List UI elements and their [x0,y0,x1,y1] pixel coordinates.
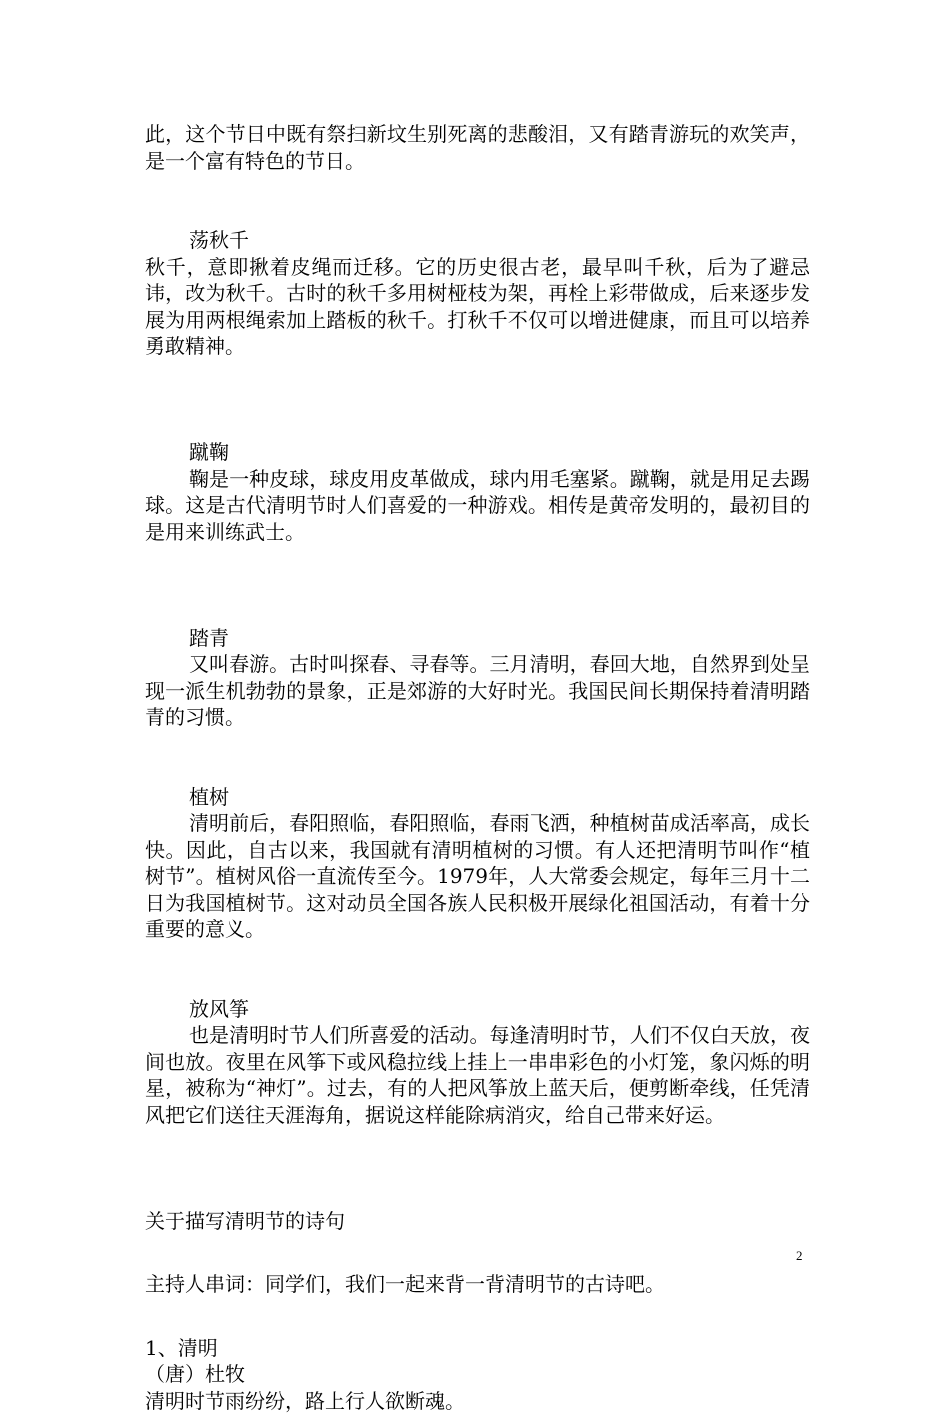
section-body-kite: 也是清明时节人们所喜爱的活动。每逢清明时节，人们不仅白天放，夜间也放。夜里在风筝下或风稳拉线上挂上一串串彩色的小灯笼，象闪烁的明星，被称为“神灯”。过去，有的人把风筝放上蓝天后，便剪断牵线，任凭清风把它们送往天涯海角，据说这样能除病消灾，给自己带来好运。 [145,1022,810,1128]
poem-title: 1、清明 [145,1335,810,1362]
poem-line: 清明时节雨纷纷，路上行人欲断魂。 [145,1388,810,1414]
section-title-outing: 踏青 [145,625,810,652]
section-body-cuju: 鞠是一种皮球，球皮用皮革做成，球内用毛塞紧。蹴鞠，就是用足去踢球。这是古代清明节时人们喜爱的一种游戏。相传是黄帝发明的，最初目的是用来训练武士。 [145,466,810,546]
host-line: 主持人串词：同学们，我们一起来背一背清明节的古诗吧。 [145,1271,810,1298]
section-title-swing: 荡秋千 [145,227,810,254]
document-body [145,121,810,1414]
section-body-swing: 秋千，意即揪着皮绳而迁移。它的历史很古老，最早叫千秋，后为了避忌讳，改为秋千。古时的秋千多用树桠枝为架，再栓上彩带做成，后来逐步发展为用两根绳索加上踏板的秋千。打秋千不仅可以增进健康，而且可以培养勇敢精神。 [145,254,810,360]
section-title-tree-planting: 植树 [145,784,810,811]
poem-author: （唐）杜牧 [145,1361,810,1388]
section-title-kite: 放风筝 [145,996,810,1023]
section-body-outing: 又叫春游。古时叫探春、寻春等。三月清明，春回大地，自然界到处呈现一派生机勃勃的景象，正是郊游的大好时光。我国民间长期保持着清明踏青的习惯。 [145,651,810,731]
intro-paragraph: 此，这个节日中既有祭扫新坟生别死离的悲酸泪，又有踏青游玩的欢笑声，是一个富有特色的节日。 [145,121,810,174]
section-body-tree-planting: 清明前后，春阳照临，春阳照临，春雨飞洒，种植树苗成活率高，成长快。因此，自古以来，我国就有清明植树的习惯。有人还把清明节叫作“植树节”。植树风俗一直流传至今。1979年，人大常委会规定，每年三月十二日为我国植树节。这对动员全国各族人民积极开展绿化祖国活动，有着十分重要的意义。 [145,810,810,943]
poems-heading: 关于描写清明节的诗句 [145,1208,810,1235]
section-title-cuju: 蹴鞠 [145,439,810,466]
page-number: 2 [796,1248,803,1264]
